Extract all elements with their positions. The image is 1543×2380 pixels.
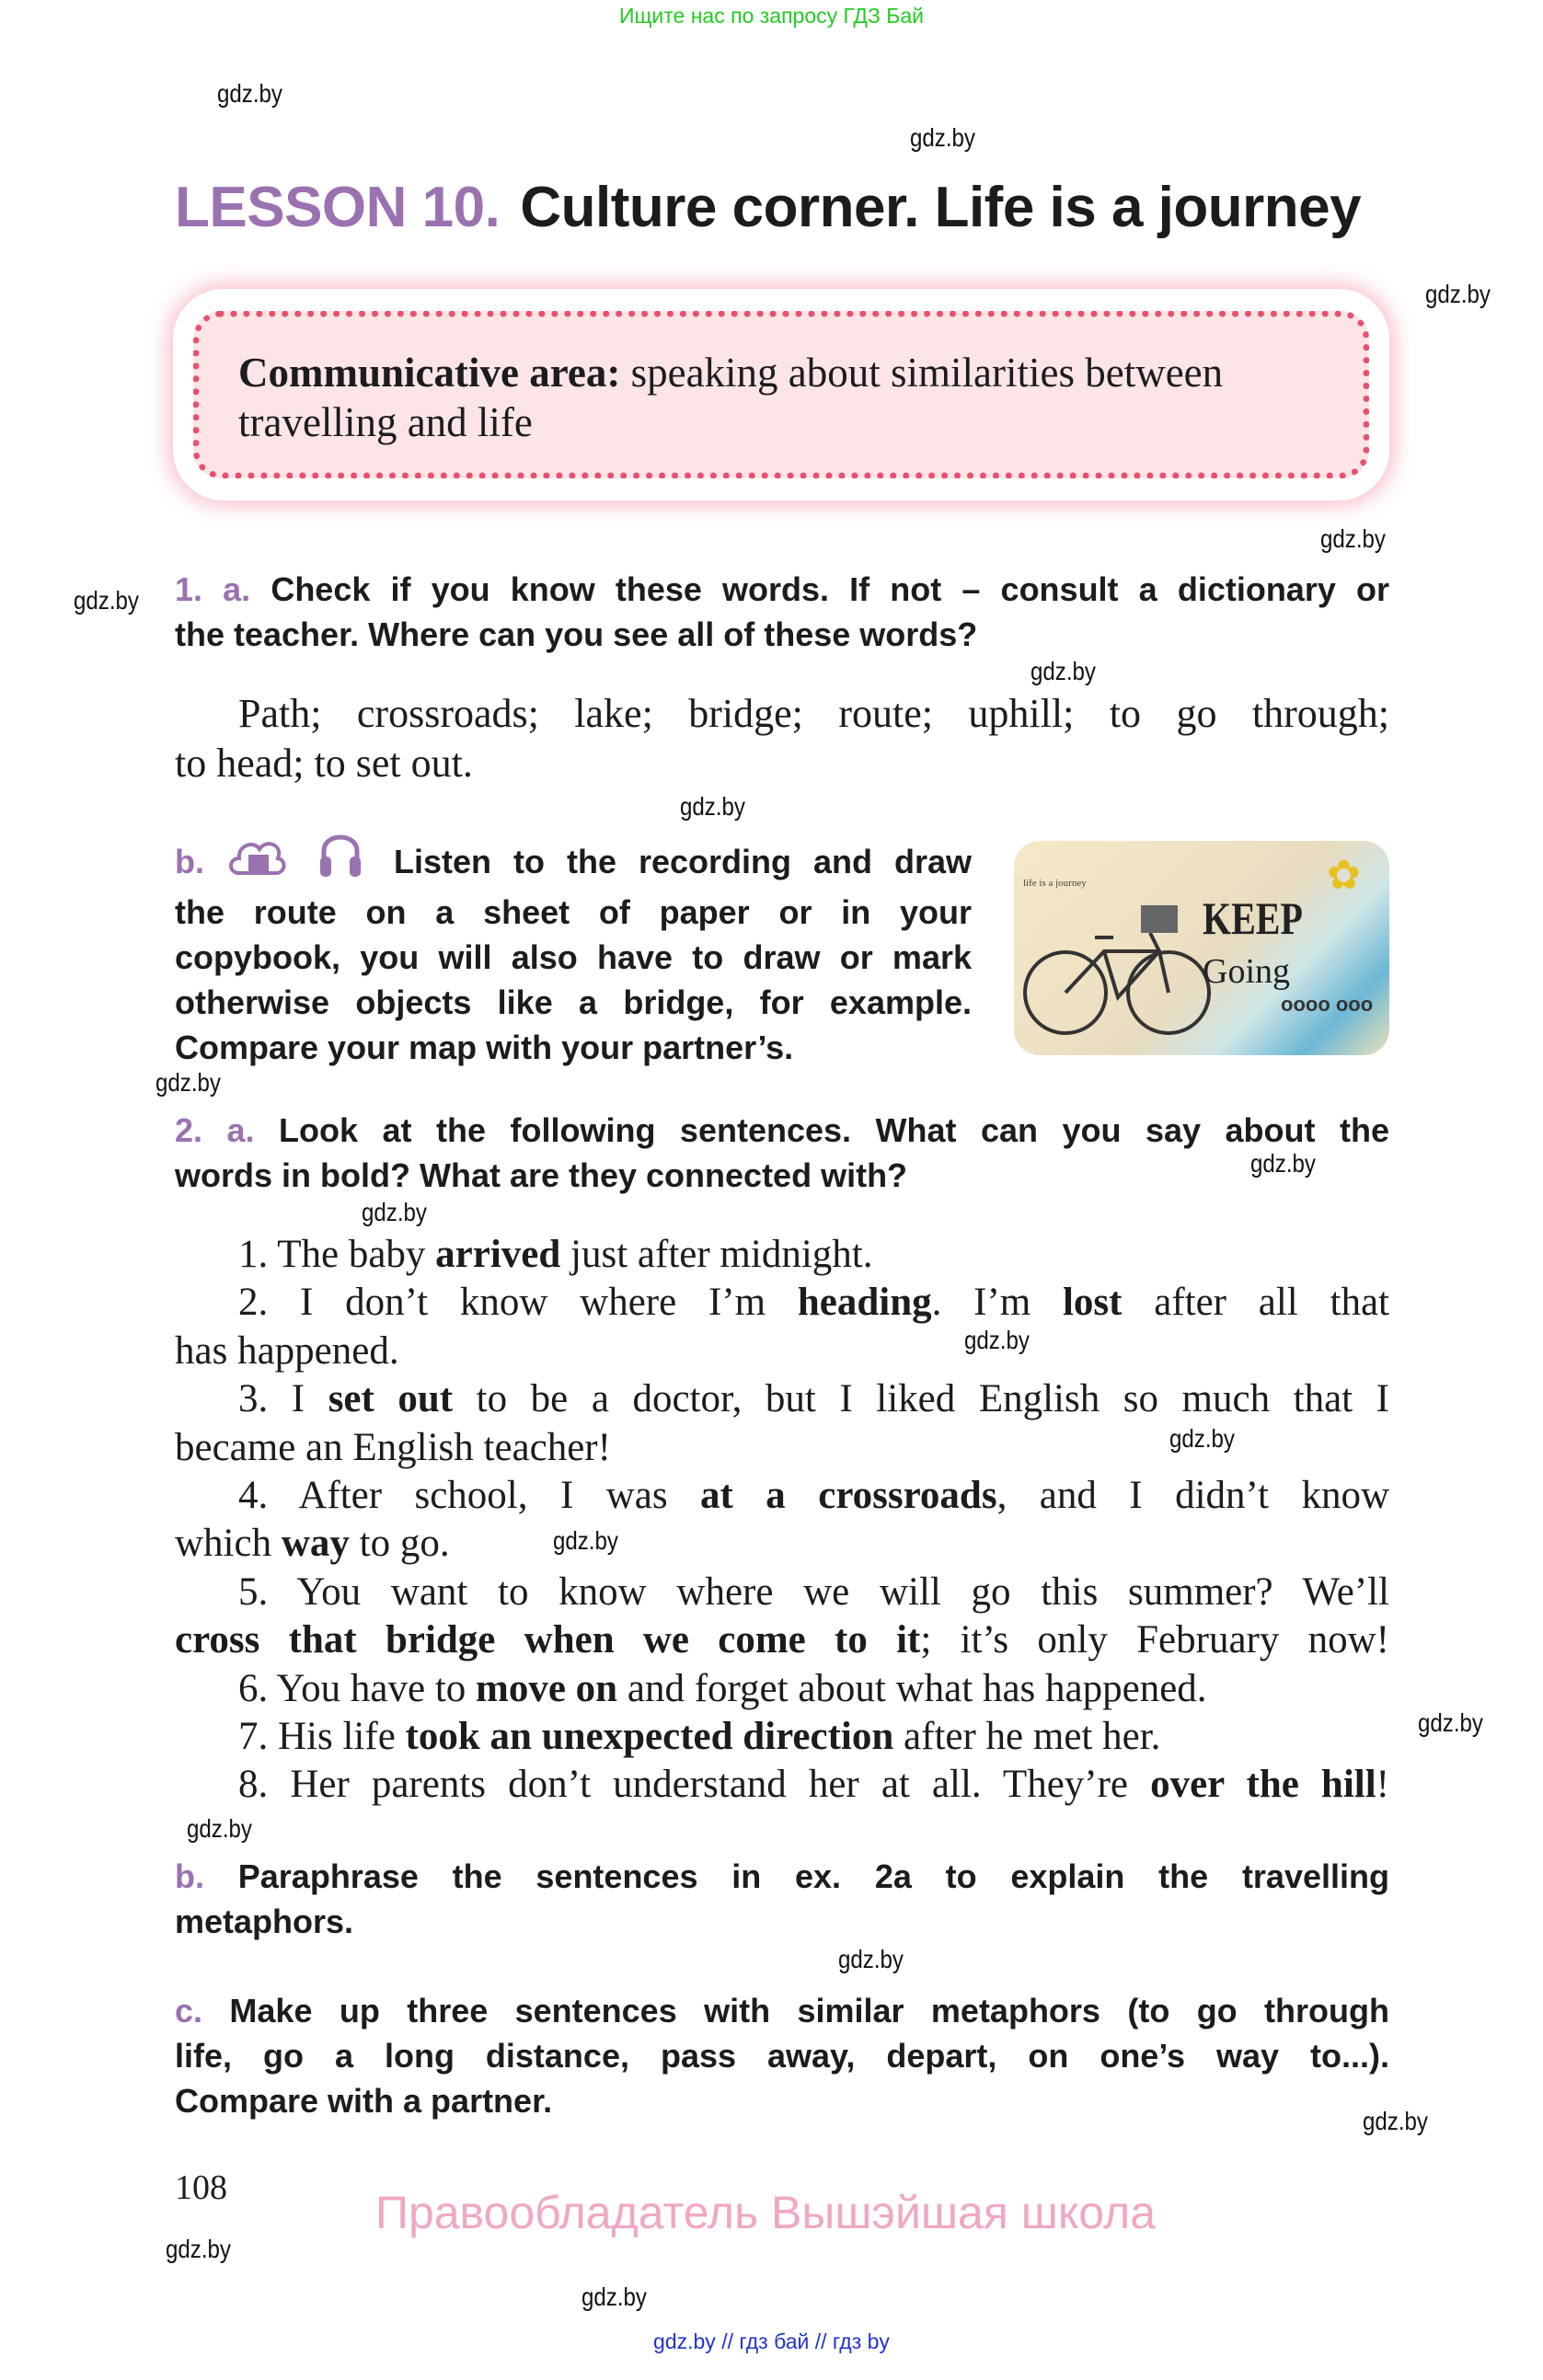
instruction-line: Make up three sentences with similar metaphors (to go through (202, 1992, 1389, 2029)
instruction-line: copybook, you will also have to draw or mark (175, 938, 972, 976)
watermark: gdz.by (1031, 657, 1096, 685)
picture-dots: oooo ooo (1281, 993, 1374, 1016)
sentence-text: 2. I don’t know where I’m (238, 1281, 798, 1325)
watermark: gdz.by (838, 1945, 904, 1973)
watermark: gdz.by (1169, 1424, 1235, 1453)
sentences-list (175, 1231, 1389, 1810)
bold-phrase: cross that bridge when we come to it (175, 1618, 921, 1662)
bold-phrase: heading (797, 1281, 932, 1325)
communicative-line2: travelling and life (238, 399, 533, 445)
sentence-line (175, 1279, 1389, 1327)
vocabulary-list (175, 689, 1389, 788)
bold-phrase: way (281, 1522, 350, 1566)
watermark: gdz.by (155, 1068, 221, 1097)
sentence-line (175, 1472, 1389, 1520)
vocabulary-line: to head; to set out. (175, 741, 473, 786)
instruction-line: Paraphrase the sentences in ex. 2a to explain the travelling (204, 1857, 1389, 1895)
sentence-text: which (175, 1522, 282, 1566)
exercise-number: 1. a. (175, 570, 251, 608)
bold-phrase: arrived (435, 1233, 561, 1276)
bold-phrase: set out (328, 1377, 454, 1421)
watermark: gdz.by (1250, 1149, 1316, 1178)
watermark: gdz.by (910, 123, 975, 152)
instruction-line: Listen to the recording and draw (394, 843, 972, 880)
instruction-line: metaphors. (175, 1903, 354, 1940)
lesson-title: Culture corner. Life is a journey (520, 176, 1362, 239)
bold-phrase: at a crossroads (700, 1474, 997, 1518)
sentence-text: to be a doctor, but I liked English so much that I (453, 1377, 1390, 1421)
bold-phrase: over the hill (1150, 1763, 1376, 1807)
instruction-line: the teacher. Where can you see all of these words? (175, 615, 978, 653)
sentence-text: after all that (1122, 1281, 1389, 1325)
sentence-text: became an English teacher! (175, 1425, 611, 1469)
watermark: gdz.by (553, 1526, 618, 1555)
sentence-text: ! (1376, 1763, 1389, 1807)
exercise-1a-instruction (175, 567, 1389, 657)
watermark: gdz.by (680, 792, 745, 821)
instruction-line: Look at the following sentences. What can you say about the (254, 1111, 1389, 1149)
sentence-text: 1. The baby (238, 1233, 436, 1276)
instruction-line: otherwise objects like a bridge, for example. (175, 983, 972, 1021)
sentence-text: 6. You have to (238, 1666, 477, 1710)
sentence-line (175, 1520, 1389, 1568)
exercise-letter: b. (175, 843, 204, 880)
page-number: 108 (175, 2168, 227, 2207)
sentence-line (175, 1231, 1389, 1279)
exercise-2a-instruction (175, 1108, 1389, 1198)
watermark: gdz.by (217, 79, 282, 108)
sentence-text: to go. (349, 1522, 450, 1566)
flower-icon: ✿ (1327, 853, 1361, 898)
watermark: gdz.by (582, 2282, 647, 2311)
lesson-number: LESSON 10. (175, 176, 501, 239)
exercise-letter: c. (175, 1992, 203, 2029)
sentence-line (175, 1761, 1389, 1809)
instruction-line: the route on a sheet of paper or in your (175, 893, 972, 931)
watermark: gdz.by (74, 586, 139, 615)
watermark: gdz.by (1363, 2107, 1428, 2135)
instruction-line: Compare with a partner. (175, 2082, 553, 2120)
instruction-line: words in bold? What are they connected with? (175, 1156, 908, 1194)
instruction-line: Compare your map with your partner’s. (175, 1029, 794, 1066)
exercise-1b-instruction (175, 829, 972, 1070)
bicycle-icon (1021, 896, 1215, 1043)
watermark: gdz.by (187, 1814, 252, 1843)
watermark: gdz.by (1425, 280, 1491, 308)
bold-phrase: lost (1062, 1281, 1123, 1325)
sentence-line (175, 1616, 1389, 1664)
sentence-line (175, 1665, 1389, 1713)
communicative-area-text (238, 348, 1333, 447)
sentence-text: just after midnight. (560, 1233, 873, 1276)
bold-phrase: move on (476, 1666, 618, 1710)
sentence-text: . I’m (931, 1281, 1063, 1325)
sentence-line (175, 1328, 1389, 1375)
sentence-line (175, 1569, 1389, 1616)
bold-phrase: took an unexpected direction (405, 1715, 894, 1759)
sentence-line (175, 1713, 1389, 1761)
footer-links[interactable]: gdz.by // гдз бай // гдз by (653, 2329, 890, 2353)
sentence-text: 7. His life (238, 1715, 406, 1759)
sentence-text: 3. I (238, 1377, 328, 1421)
sentence-text: after he met her. (893, 1715, 1161, 1759)
page-title (175, 175, 1361, 240)
vocabulary-line: Path; crossroads; lake; bridge; route; uphill; to go through; (238, 691, 1389, 736)
copyright-owner: Правообладатель Вышэйшая школа (375, 2187, 1156, 2238)
sentence-text: has happened. (175, 1328, 399, 1373)
exercise-2b-instruction (175, 1854, 1389, 1944)
sentence-text: 5. You want to know where we will go this summer? We’ll (238, 1569, 1389, 1614)
sentence-text: 4. After school, I was (238, 1474, 701, 1518)
exercise-letter: b. (175, 1857, 204, 1895)
sentence-line (175, 1424, 1389, 1472)
communicative-line1: speaking about similarities between (620, 350, 1224, 396)
exercise-number: 2. a. (175, 1111, 255, 1149)
communicative-label: Communicative area: (238, 350, 621, 396)
sentence-text: and forget about what has happened. (617, 1666, 1207, 1710)
keep-going-bicycle-picture (1014, 841, 1389, 1055)
sentence-text: 8. Her parents don’t understand her at all. They’re (238, 1763, 1151, 1807)
picture-keep-text: KEEP (1203, 892, 1303, 944)
exercise-2c-instruction (175, 1988, 1389, 2123)
watermark: gdz.by (166, 2235, 231, 2263)
instruction-line: Check if you know these words. If not – consult a dictionary or (250, 570, 1389, 608)
watermark: gdz.by (362, 1198, 427, 1226)
instruction-line: life, go a long distance, pass away, depart, on one’s way to...). (175, 2037, 1389, 2075)
watermark: gdz.by (964, 1326, 1030, 1354)
sentence-line (175, 1375, 1389, 1423)
watermark: gdz.by (1320, 524, 1386, 553)
picture-going-text: Going (1203, 952, 1290, 991)
search-hint: Ищите нас по запросу ГДЗ Бай (618, 4, 925, 28)
sentence-text: , and I didn’t know (996, 1474, 1390, 1518)
headphones-icon[interactable] (317, 829, 364, 890)
cloud-folder-icon[interactable] (226, 833, 287, 890)
watermark: gdz.by (1418, 1708, 1483, 1737)
sentence-text: ; it’s only February now! (920, 1618, 1389, 1662)
picture-caption: life is a journey (1023, 878, 1087, 889)
